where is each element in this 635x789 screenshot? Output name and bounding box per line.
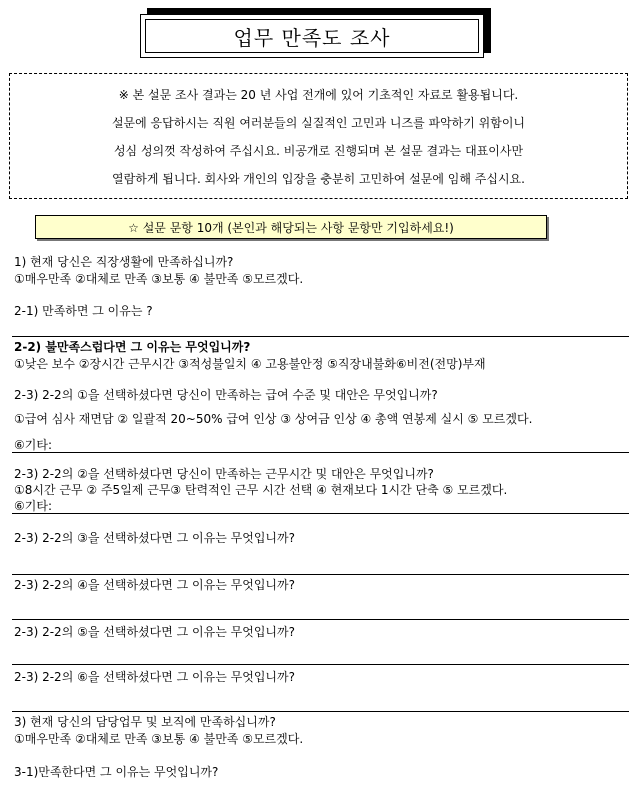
question-2-3-vision: 2-3) 2-2의 ⑥을 선택하셨다면 그 이유는 무엇입니까?: [14, 670, 295, 684]
question-2-3-conflict: 2-3) 2-2의 ⑤을 선택하셨다면 그 이유는 무엇입니까?: [14, 625, 295, 639]
question-3-options[interactable]: ①매우만족 ②대체로 만족 ③보통 ④ 불만족 ⑤모르겠다.: [14, 732, 304, 746]
question-2-1: 2-1) 만족하면 그 이유는 ?: [14, 304, 153, 318]
question-2-3-hours-options[interactable]: ①8시간 근무 ② 주5일제 근무③ 탄력적인 근무 시간 선택 ④ 현재보다 1시간 단축 ⑤ 모르겠다.: [14, 483, 508, 497]
answer-line-2-3-aptitude[interactable]: [12, 574, 629, 575]
question-2-3-stability: 2-3) 2-2의 ④을 선택하셨다면 그 이유는 무엇입니까?: [14, 578, 295, 592]
question-2-2: 2-2) 불만족스럽다면 그 이유는 무엇입니까?: [14, 340, 251, 354]
question-2-3-salary: 2-3) 2-2의 ①을 선택하셨다면 당신이 만족하는 급여 수준 및 대안은 무엇입니까?: [14, 388, 438, 402]
intro-line-2: 설문에 응답하시는 직원 여러분들의 실질적인 고민과 니즈를 파악하기 위함이니: [111, 116, 526, 130]
answer-line-2-3-vision[interactable]: [12, 711, 629, 712]
question-2-3-salary-options[interactable]: ①급여 심사 재면담 ② 일괄적 20~50% 급여 인상 ③ 상여금 인상 ④ 총액 연봉제 실시 ⑤ 모르겠다.: [14, 412, 533, 426]
question-1: 1) 현재 당신은 직장생활에 만족하십니까?: [14, 255, 234, 269]
answer-line-2-3-stability[interactable]: [12, 619, 629, 620]
question-3: 3) 현재 당신의 담당업무 및 보직에 만족하십니까?: [14, 715, 276, 729]
page-title: 업무 만족도 조사: [145, 19, 479, 53]
question-2-3-aptitude: 2-3) 2-2의 ③을 선택하셨다면 그 이유는 무엇입니까?: [14, 531, 295, 545]
intro-line-4: 열람하게 됩니다. 회사와 개인의 입장을 충분히 고민하여 설문에 임해 주십시요.: [112, 172, 525, 186]
answer-line-2-3-salary[interactable]: [12, 452, 629, 453]
question-1-options[interactable]: ①매우만족 ②대체로 만족 ③보통 ④ 불만족 ⑤모르겠다.: [14, 272, 304, 286]
answer-line-2-3-hours[interactable]: [12, 513, 629, 514]
question-2-3-hours: 2-3) 2-2의 ②을 선택하셨다면 당신이 만족하는 근무시간 및 대안은 무엇입니까?: [14, 467, 434, 481]
intro-notice-box: [9, 73, 628, 199]
intro-line-3: 성심 성의껏 작성하여 주십시요. 비공개로 진행되며 본 설문 결과는 대표이사만: [113, 144, 524, 158]
answer-line-2-3-conflict[interactable]: [12, 664, 629, 665]
answer-line-2-1[interactable]: [12, 336, 629, 337]
intro-line-1: ※ 본 설문 조사 결과는 20 년 사업 전개에 있어 기초적인 자료로 활용됩니다.: [118, 88, 519, 102]
question-2-2-options[interactable]: ①낮은 보수 ②장시간 근무시간 ③적성불일치 ④ 고용불안정 ⑤직장내불화⑥비전(전망)부재: [14, 357, 486, 371]
question-3-1: 3-1)만족한다면 그 이유는 무엇입니까?: [14, 765, 219, 779]
title-box: [140, 14, 484, 58]
question-2-3-salary-other[interactable]: ⑥기타:: [14, 438, 52, 452]
question-list-header: ☆ 설문 문항 10개 (본인과 해당되는 사항 문항만 기입하세요!): [35, 215, 547, 239]
question-2-3-hours-other[interactable]: ⑥기타:: [14, 499, 52, 513]
